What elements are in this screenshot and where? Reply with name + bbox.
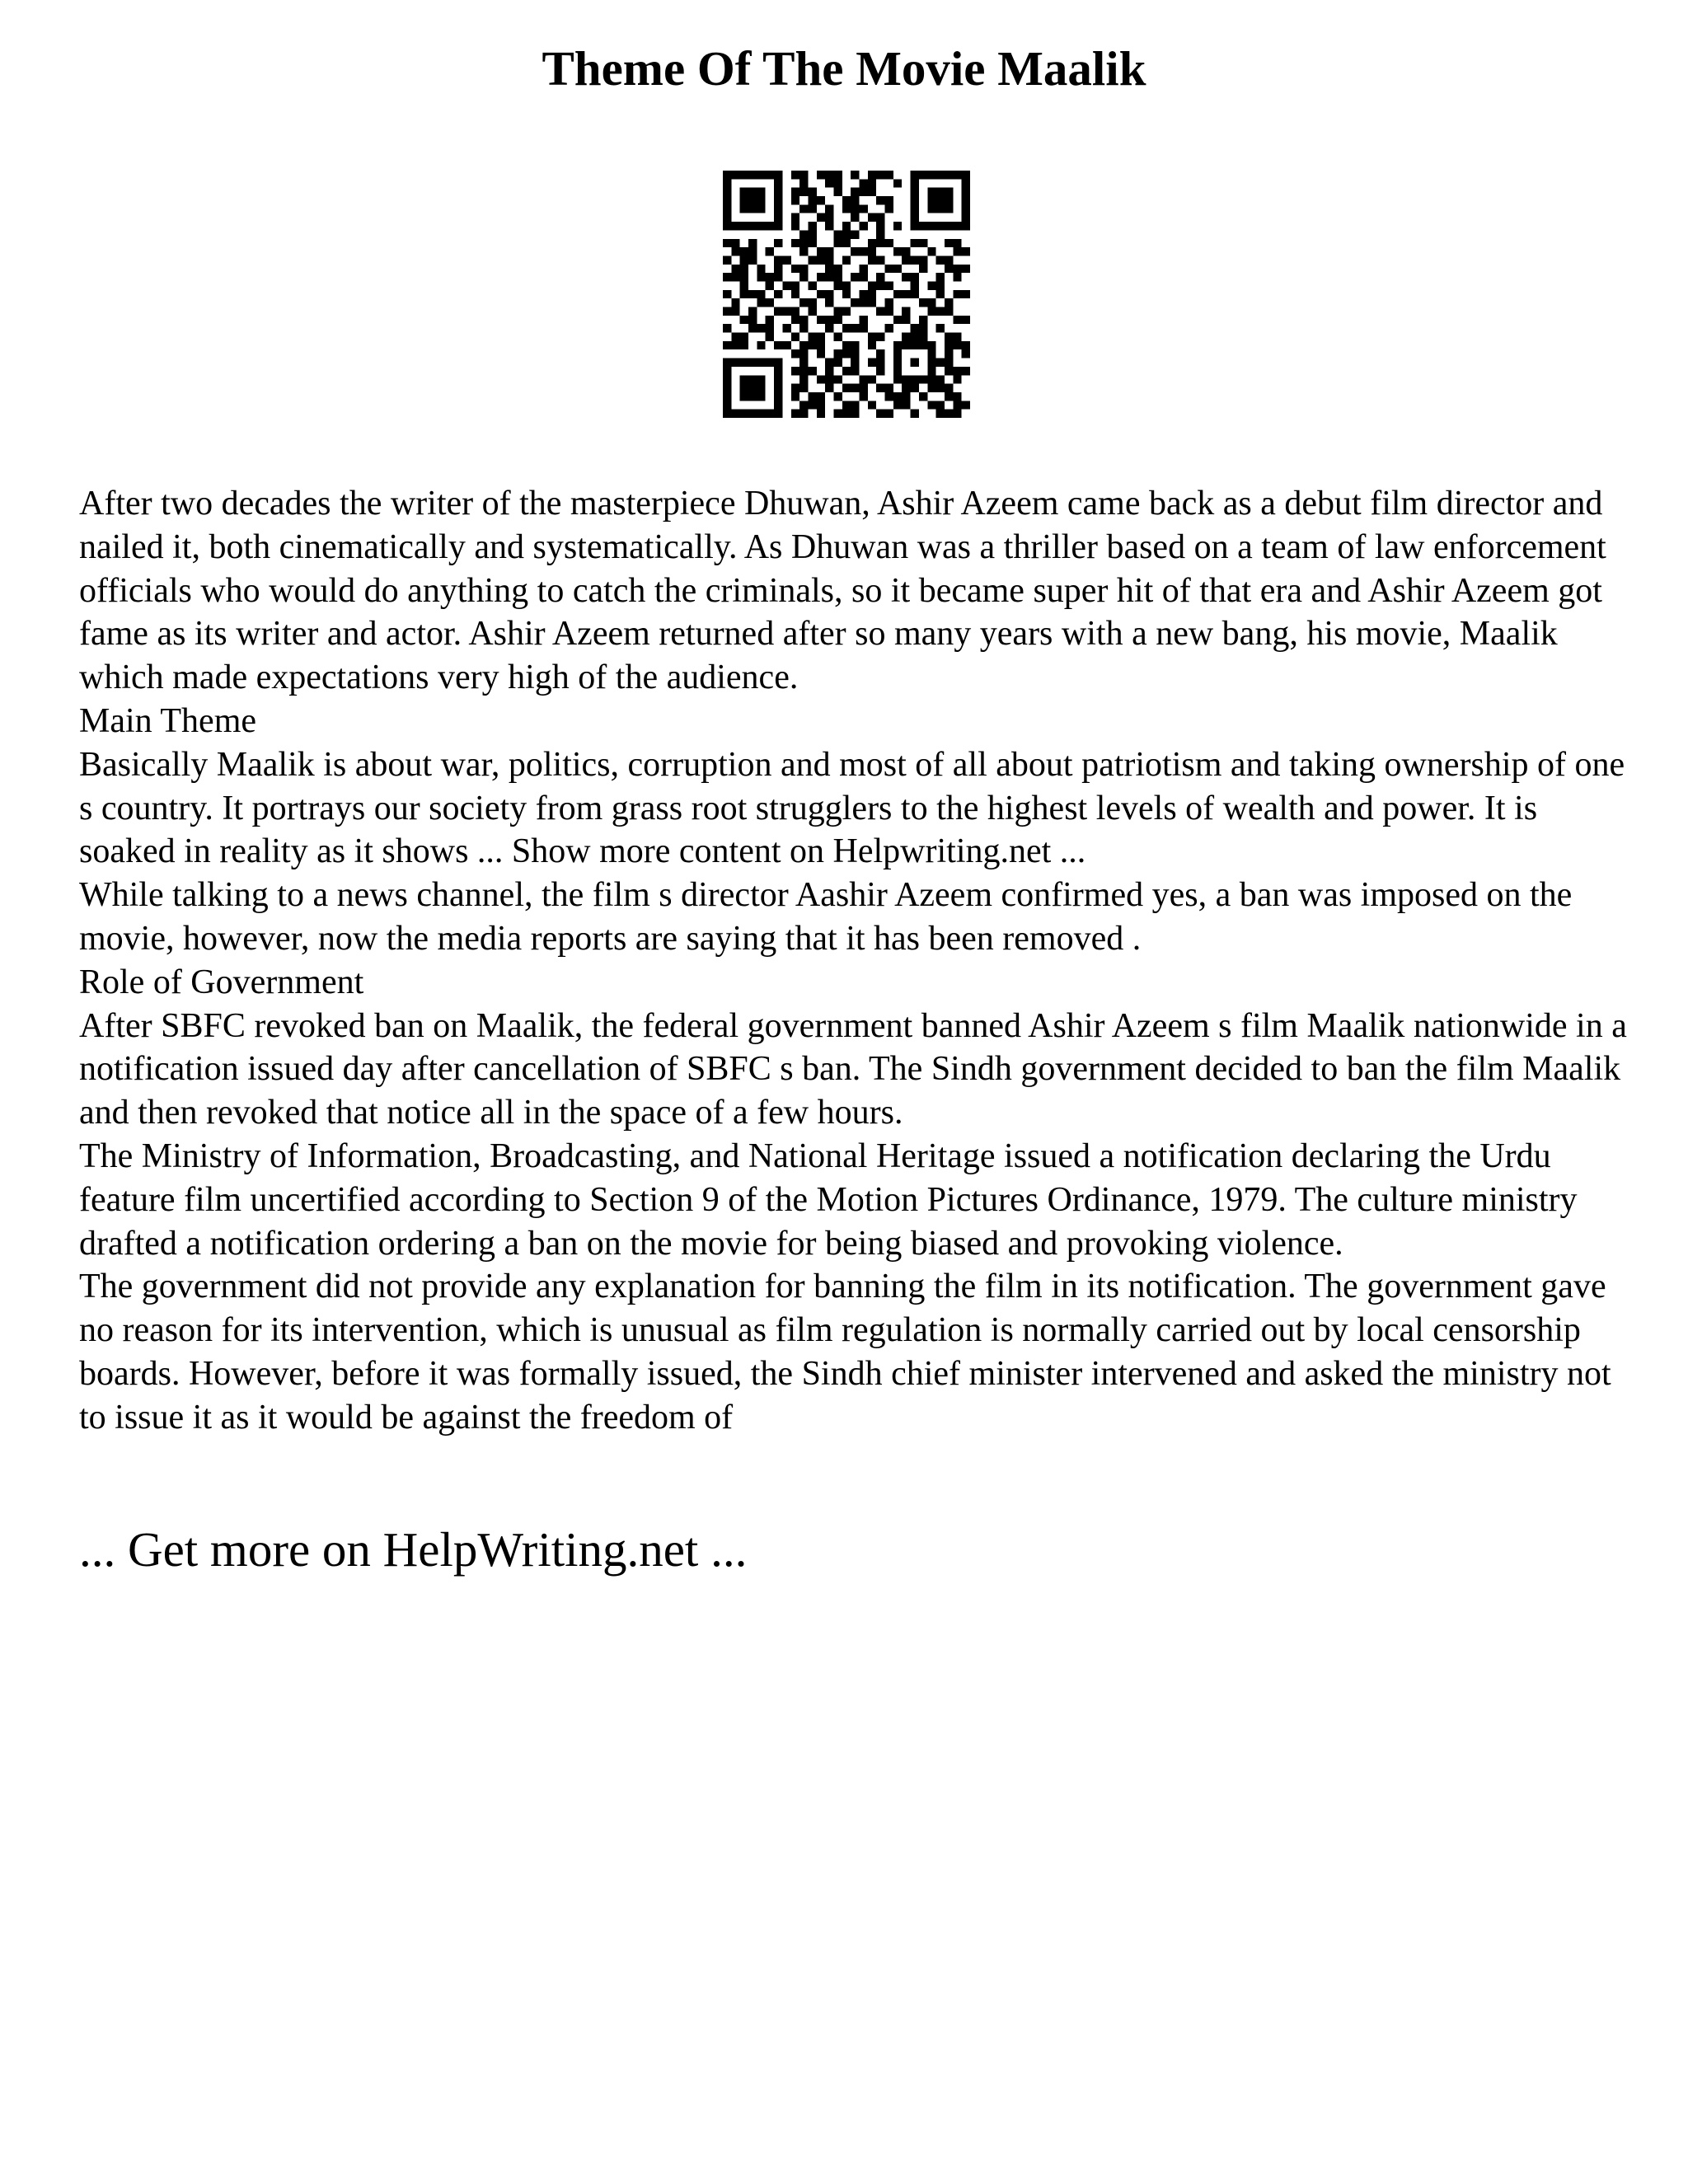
qr-code-icon [723,171,970,418]
main-theme-paragraph: Basically Maalik is about war, politics, corruption and most of all about patriotism and taking ownership of one s country. It portrays our society from grass root strugglers to the highest levels of wealth and power. It is soaked in reality as it shows ... Show more content on Helpwriting.net ... [79,745,1625,871]
page-title: Theme Of The Movie Maalik [542,41,1146,96]
article-body [79,482,1629,1440]
intro-paragraph: After two decades the writer of the masterpiece Dhuwan, Ashir Azeem came back as a debut film director and nailed it, both cinematically and systematically. As Dhuwan was a thriller based on a team of law enforcement officials who would do anything to catch the criminals, so it became super hit of that era and Ashir Azeem got fame as its writer and actor. Ashir Azeem returned after so many years with a new bang, his movie, Maalik which made expectations very high of the audience. [79,485,1606,697]
section-heading-role-of-government: Role of Government [79,963,364,1001]
government-paragraph-3: The government did not provide any explanation for banning the film in its notification. The government gave no reason for its intervention, which is unusual as film regulation is normally carried out by local censorship boards. However, before it was formally issued, the Sindh chief minister intervened and asked the ministry not to issue it as it would be against the freedom of [79,1268,1611,1436]
get-more-link[interactable]: ... Get more on HelpWriting.net ... [79,1522,748,1577]
section-heading-main-theme: Main Theme [79,701,257,740]
ban-paragraph: While talking to a news channel, the film s director Aashir Azeem confirmed yes, a ban was imposed on the movie, however, now the media reports are saying that it has been removed . [79,876,1573,958]
government-paragraph-1: After SBFC revoked ban on Maalik, the federal government banned Ashir Azeem s film Maalik nationwide in a notification issued day after cancellation of SBFC s ban. The Sindh government decided to ban the film Maalik and then revoked that notice all in the space of a few hours. [79,1006,1627,1132]
government-paragraph-2: The Ministry of Information, Broadcasting, and National Heritage issued a notification declaring the Urdu feature film uncertified according to Section 9 of the Motion Pictures Ordinance, 1979. The culture ministry drafted a notification ordering a ban on the movie for being biased and provoking violence. [79,1137,1578,1263]
